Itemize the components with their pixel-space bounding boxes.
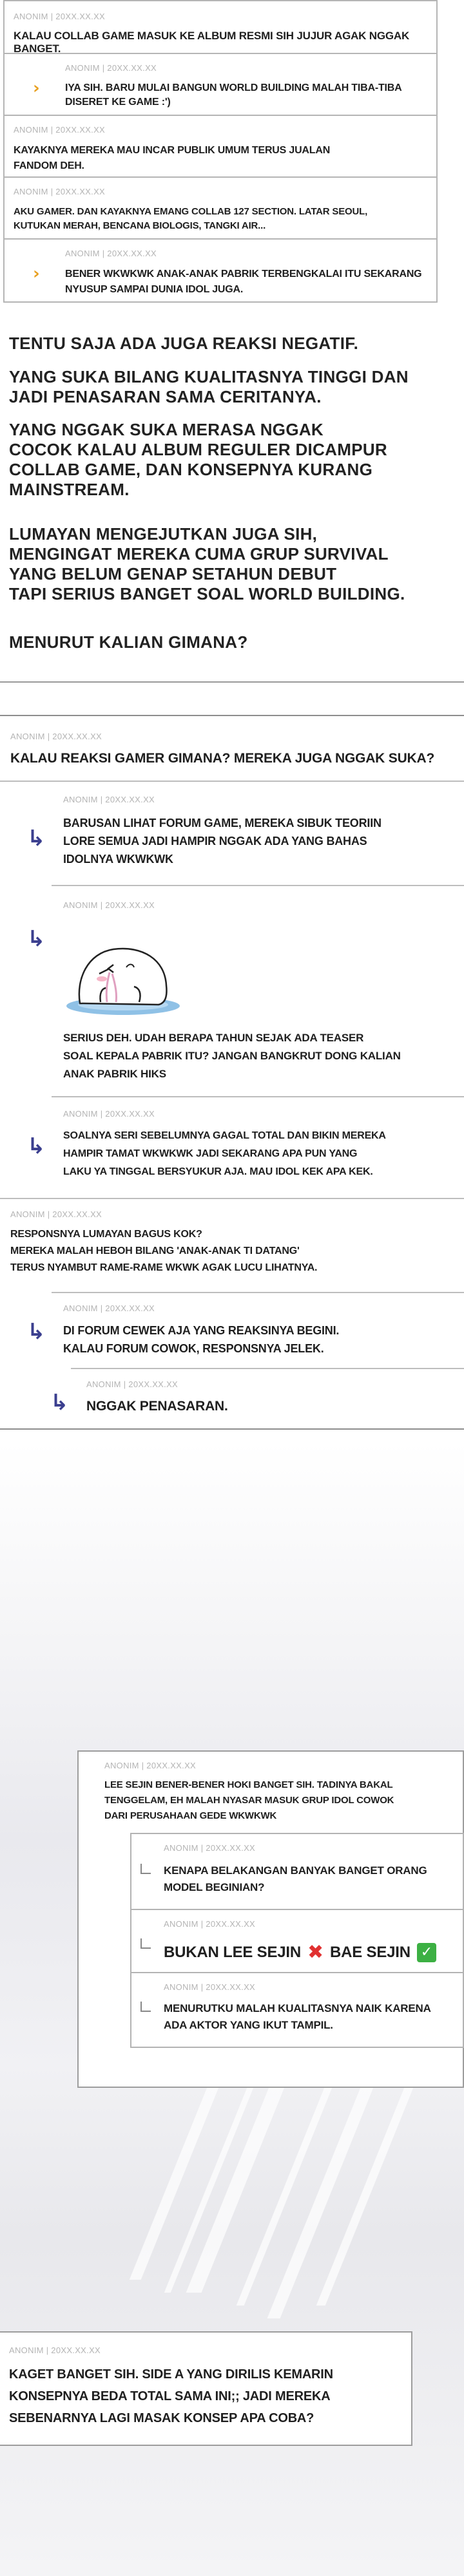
return-arrow-icon: ↳ <box>27 826 46 851</box>
comment-meta: ANONIM | 20XX.XX.XX <box>63 1303 155 1313</box>
comment-text <box>164 1941 436 1964</box>
narration-text <box>9 367 409 407</box>
comment-thread-panel-1 <box>3 0 438 303</box>
comment-line: LAKU YA TINGGAL BERSYUKUR AJA. MAU IDOL KEK APA KEK. <box>63 1166 373 1177</box>
comment-line: TERUS NYAMBUT RAME-RAME WKWK AGAK LUCU LIHATNYA. <box>10 1262 318 1273</box>
reply-corner-icon <box>140 2002 151 2012</box>
comment-line: SEBENARNYA LAGI MASAK KONSEP APA COBA? <box>9 2411 314 2425</box>
comment-item <box>5 1 436 54</box>
comment-line: SOALNYA SERI SEBELUMNYA GAGAL TOTAL DAN BIKIN MEREKA <box>63 1130 386 1141</box>
comment-meta: ANONIM | 20XX.XX.XX <box>63 1109 155 1119</box>
comment-meta: ANONIM | 20XX.XX.XX <box>10 1209 102 1219</box>
comment-line: DI FORUM CEWEK AJA YANG REAKSINYA BEGINI. <box>63 1324 340 1337</box>
comment-meta: ANONIM | 20XX.XX.XX <box>164 1843 256 1853</box>
narration-line: COLLAB GAME, DAN KONSEPNYA KURANG <box>9 460 373 479</box>
comment-line: KAGET BANGET SIH. SIDE A YANG DIRILIS KEMARIN <box>9 2367 333 2382</box>
comment-line: KONSEPNYA BEDA TOTAL SAMA INI;; JADI MEREKA <box>9 2389 331 2403</box>
narration-line: TAPI SERIUS BANGET SOAL WORLD BUILDING. <box>9 584 405 603</box>
chevron-right-icon: › <box>33 79 40 98</box>
comment-meta: ANONIM | 20XX.XX.XX <box>14 125 106 135</box>
comment-meta: ANONIM | 20XX.XX.XX <box>104 1761 197 1770</box>
comment-line: BENER WKWKWK ANAK-ANAK PABRIK TERBENGKALAI ITU SEKARANG <box>65 269 422 279</box>
comment-line: KALAU FORUM COWOK, RESPONSNYA JELEK. <box>63 1342 324 1355</box>
crying-sticker <box>62 921 184 1018</box>
narration-line: YANG SUKA BILANG KUALITASNYA TINGGI DAN <box>9 367 409 386</box>
comment-line: DARI PERUSAHAAN GEDE WKWKWK <box>104 1810 277 1821</box>
narration-text: TENTU SAJA ADA JUGA REAKSI NEGATIF. <box>9 334 359 353</box>
comment-meta: ANONIM | 20XX.XX.XX <box>9 2345 101 2355</box>
divider <box>0 681 464 683</box>
narration-line: MAINSTREAM. <box>9 480 130 499</box>
comment-meta: ANONIM | 20XX.XX.XX <box>14 187 106 196</box>
comment-meta: ANONIM | 20XX.XX.XX <box>10 732 102 741</box>
comment-meta: ANONIM | 20XX.XX.XX <box>63 795 155 804</box>
comment-text <box>63 814 382 868</box>
comment-meta: ANONIM | 20XX.XX.XX <box>164 1919 256 1929</box>
reply-corner-icon <box>140 1938 151 1949</box>
comment-line: HAMPIR TAMAT WKWKWK JADI SEKARANG APA PUN YANG <box>63 1148 358 1159</box>
narration-line: YANG BELUM GENAP SETAHUN DEBUT <box>9 564 337 583</box>
comment-thread-panel-2 <box>0 715 464 1430</box>
comment-line: IDOLNYA WKWKWK <box>63 853 173 866</box>
reply-item <box>5 240 436 303</box>
comment-meta: ANONIM | 20XX.XX.XX <box>65 63 157 73</box>
comment-line: SERIUS DEH. UDAH BERAPA TAHUN SEJAK ADA TEASER <box>63 1032 364 1044</box>
reply-item <box>130 1833 464 1910</box>
narration-text: MENURUT KALIAN GIMANA? <box>9 632 248 652</box>
divider <box>52 1096 464 1097</box>
comment-text <box>164 2000 431 2034</box>
narration-text <box>9 524 405 604</box>
comment-line: IYA SIH. BARU MULAI BANGUN WORLD BUILDING MALAH TIBA-TIBA <box>65 82 402 93</box>
comment-line: LEE SEJIN BENER-BENER HOKI BANGET SIH. TADINYA BAKAL <box>104 1779 393 1790</box>
comment-text <box>14 205 367 233</box>
comment-line: BARUSAN LIHAT FORUM GAME, MEREKA SIBUK TEORIIN <box>63 817 382 829</box>
reply-corner-icon <box>140 1864 151 1874</box>
comment-text: KALAU COLLAB GAME MASUK KE ALBUM RESMI SIH JUJUR AGAK NGGAK BANGET. <box>14 30 410 55</box>
comment-text <box>65 81 402 109</box>
return-arrow-icon: ↳ <box>50 1390 69 1416</box>
comment-line: KENAPA BELAKANGAN BANYAK BANGET ORANG <box>164 1864 427 1877</box>
narration-line: JADI PENASARAN SAMA CERITANYA. <box>9 387 322 406</box>
comment-item <box>5 178 436 240</box>
comment-line: RESPONSNYA LUMAYAN BAGUS KOK? <box>10 1229 202 1240</box>
comment-meta: ANONIM | 20XX.XX.XX <box>164 1982 256 1992</box>
comment-line: SOAL KEPALA PABRIK ITU? JANGAN BANGKRUT DONG KALIAN <box>63 1050 401 1062</box>
reply-item <box>5 54 436 116</box>
narration-line: LUMAYAN MENGEJUTKAN JUGA SIH, <box>9 524 318 544</box>
comment-line: TENGGELAM, EH MALAH NYASAR MASUK GRUP IDOL COWOK <box>104 1795 394 1806</box>
divider <box>52 885 464 886</box>
chevron-right-icon: › <box>33 264 40 283</box>
comment-meta: ANONIM | 20XX.XX.XX <box>63 900 155 910</box>
comment-line: MENURUTKU MALAH KUALITASNYA NAIK KARENA <box>164 2002 431 2014</box>
comment-text <box>63 1321 339 1358</box>
comment-text <box>10 1226 317 1276</box>
comment-text <box>104 1777 394 1824</box>
comment-text <box>164 1862 427 1896</box>
return-arrow-icon: ↳ <box>27 1319 46 1345</box>
comment-line: FANDOM DEH. <box>14 160 84 171</box>
comment-line: KUTUKAN MERAH, BENCANA BIOLOGIS, TANGKI AIR... <box>14 220 266 231</box>
check-mark-icon: ✓ <box>417 1943 436 1962</box>
comment-text <box>63 1029 401 1083</box>
comment-meta: ANONIM | 20XX.XX.XX <box>86 1379 179 1389</box>
comment-segment: BAE SEJIN <box>329 1943 411 1961</box>
comment-line: DISERET KE GAME :') <box>65 97 171 108</box>
comment-line: MEREKA MALAH HEBOH BILANG 'ANAK-ANAK TI DATANG' <box>10 1245 300 1256</box>
return-arrow-icon: ↳ <box>27 1133 46 1159</box>
comment-line: AKU GAMER. DAN KAYAKNYA EMANG COLLAB 127 SECTION. LATAR SEOUL, <box>14 206 368 217</box>
comment-line: KAYAKNYA MEREKA MAU INCAR PUBLIK UMUM TERUS JUALAN <box>14 145 331 156</box>
comment-segment: BUKAN LEE SEJIN <box>164 1943 302 1961</box>
comment-text <box>65 267 421 298</box>
comment-meta: ANONIM | 20XX.XX.XX <box>14 12 106 21</box>
narration-text <box>9 420 387 500</box>
return-arrow-icon: ↳ <box>27 926 46 952</box>
comment-text <box>63 1127 386 1181</box>
divider <box>0 1198 464 1199</box>
narration-line: MENGINGAT MEREKA CUMA GRUP SURVIVAL <box>9 544 389 564</box>
comment-thread-panel-4 <box>0 2331 412 2446</box>
comment-line: NYUSUP SAMPAI DUNIA IDOL JUGA. <box>65 284 244 295</box>
comment-line: ANAK PABRIK HIKS <box>63 1068 166 1080</box>
comment-line: ADA AKTOR YANG IKUT TAMPIL. <box>164 2019 333 2031</box>
comment-text <box>9 2363 333 2429</box>
narration-line: YANG NGGAK SUKA MERASA NGGAK <box>9 420 324 439</box>
reply-item <box>130 1909 464 1973</box>
comment-line: LORE SEMUA JADI HAMPIR NGGAK ADA YANG BAHAS <box>63 835 367 848</box>
divider <box>52 1292 464 1293</box>
comment-text: NGGAK PENASARAN. <box>86 1399 228 1414</box>
cross-mark-icon: ✖ <box>307 1941 324 1964</box>
reply-item <box>130 1972 464 2048</box>
comment-text: KALAU REAKSI GAMER GIMANA? MEREKA JUGA NGGAK SUKA? <box>10 751 435 766</box>
comment-thread-panel-3 <box>77 1750 464 2088</box>
narration-line: COCOK KALAU ALBUM REGULER DICAMPUR <box>9 440 387 459</box>
comment-text <box>14 143 330 174</box>
comment-item <box>5 116 436 178</box>
divider <box>0 781 464 782</box>
comment-line: MODEL BEGINIAN? <box>164 1881 265 1893</box>
comment-meta: ANONIM | 20XX.XX.XX <box>65 249 157 258</box>
divider <box>71 1368 464 1369</box>
